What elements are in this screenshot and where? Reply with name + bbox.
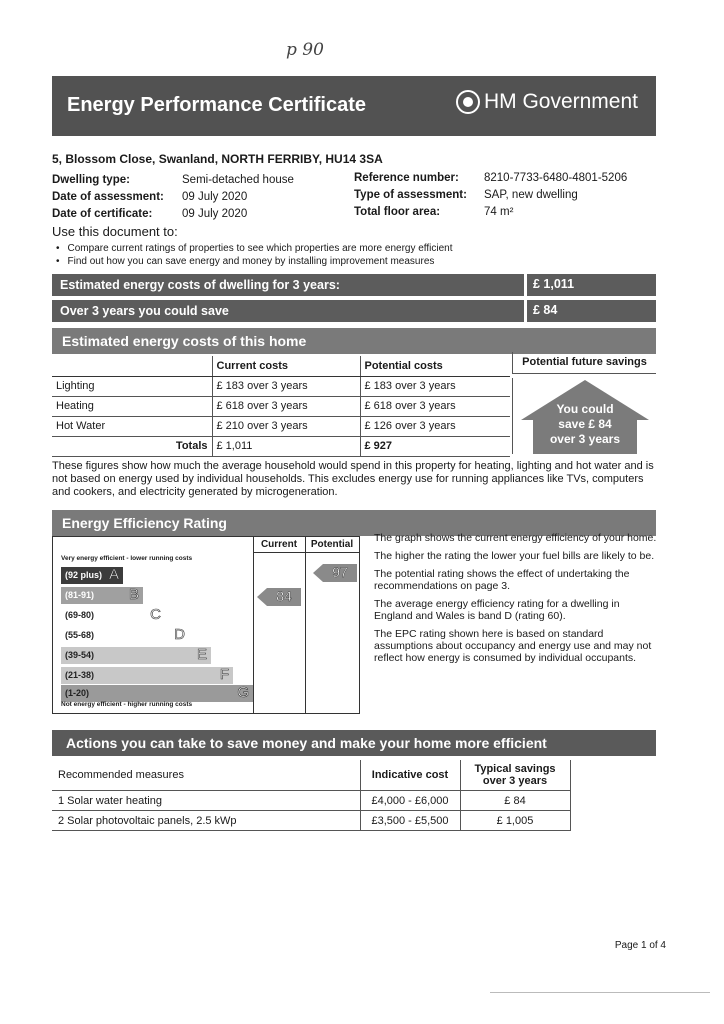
band-f	[61, 667, 233, 684]
table-row	[52, 811, 570, 831]
band-range: (21-38)	[65, 670, 95, 680]
rating-paragraph: The average energy efficiency rating for a dwelling in England and Wales is band D (rating 60).	[374, 598, 620, 622]
band-e	[61, 647, 211, 664]
table-row	[52, 376, 510, 396]
band-letter: F	[219, 666, 229, 683]
total-current: £ 1,011	[212, 436, 360, 456]
cost-item: Lighting	[52, 376, 212, 396]
potential-cost: £ 126 over 3 years	[360, 416, 510, 436]
band-g	[61, 685, 253, 702]
potential-header: Potential	[310, 539, 354, 550]
column-header: Indicative cost	[360, 760, 460, 791]
detail-label: Type of assessment:	[354, 189, 467, 201]
column-header	[52, 356, 212, 376]
table-header-row	[52, 760, 570, 791]
table-row	[52, 416, 510, 436]
table-row	[52, 791, 570, 811]
band-range: (1-20)	[65, 688, 90, 698]
summary-value: £ 84	[524, 300, 656, 322]
totals-row	[52, 436, 510, 456]
header-divider	[253, 552, 359, 553]
costs-table	[52, 356, 510, 457]
savings-line: save £ 84	[558, 417, 612, 431]
current-column	[253, 537, 305, 713]
costs-section-title: Estimated energy costs of this home	[52, 328, 656, 354]
savings-line: You could	[556, 402, 614, 416]
current-cost: £ 210 over 3 years	[212, 416, 360, 436]
detail-label: Date of assessment:	[52, 191, 164, 203]
details-right	[354, 170, 627, 221]
page-number: Page 1 of 4	[614, 940, 666, 951]
column-header: Current costs	[212, 356, 360, 376]
band-d	[61, 627, 189, 644]
band-letter: A	[108, 566, 119, 583]
property-address: 5, Blossom Close, Swanland, NORTH FERRIBY, HU14 3SA	[52, 152, 383, 166]
footer-divider	[490, 992, 710, 993]
detail-value: 09 July 2020	[182, 191, 248, 203]
efficiency-rating-chart	[52, 536, 360, 714]
measure-saving: £ 84	[460, 791, 570, 811]
potential-cost: £ 618 over 3 years	[360, 396, 510, 416]
detail-row	[354, 170, 627, 187]
measure-saving: £ 1,005	[460, 811, 570, 831]
potential-rating-indicator	[313, 564, 357, 582]
band-letter: D	[174, 626, 185, 643]
detail-label: Dwelling type:	[52, 174, 130, 186]
totals-label: Totals	[52, 436, 212, 456]
detail-row	[354, 204, 627, 221]
measure-name: 2 Solar photovoltaic panels, 2.5 kWp	[52, 811, 360, 831]
bullet-item: • Compare current ratings of properties to see which properties are more energy efficient	[56, 242, 453, 255]
band-range: (81-91)	[65, 590, 95, 600]
actions-table	[52, 760, 571, 831]
certificate-header	[52, 76, 656, 136]
detail-value: Semi-detached house	[182, 174, 294, 186]
band-range: (92 plus)	[65, 570, 103, 580]
rating-paragraph: The potential rating shows the effect of undertaking the recommendations on page 3.	[374, 568, 630, 592]
cost-item: Heating	[52, 396, 212, 416]
current-cost: £ 183 over 3 years	[212, 376, 360, 396]
rating-paragraph: The higher the rating the lower your fuel bills are likely to be.	[374, 550, 655, 562]
band-range: (39-54)	[65, 650, 95, 660]
table-header-row	[52, 356, 510, 376]
future-savings-header: Potential future savings	[512, 352, 656, 374]
indicator-arrow	[257, 588, 267, 606]
table-row	[52, 396, 510, 416]
band-range: (69-80)	[65, 610, 95, 620]
band-a	[61, 567, 123, 584]
rating-paragraph: The EPC rating shown here is based on standard assumptions about occupancy and energy use and may not reflect how energy is consumed by individual occupants.	[374, 628, 652, 664]
band-c	[61, 607, 165, 624]
potential-cost: £ 183 over 3 years	[360, 376, 510, 396]
cost-item: Hot Water	[52, 416, 212, 436]
band-range: (55-68)	[65, 630, 95, 640]
summary-savings-bar	[52, 300, 656, 322]
detail-label: Total floor area:	[354, 206, 441, 218]
measure-cost: £3,500 - £5,500	[360, 811, 460, 831]
current-cost: £ 618 over 3 years	[212, 396, 360, 416]
costs-note: These figures show how much the average household would spend in this property for heating, lighting and hot water and is not based on energy used by individual households. This excludes energy use for running appliances like TVs, computers and cookers, and electricity generated by microgeneration.	[52, 460, 654, 498]
detail-value: 8210-7733-6480-4801-5206	[484, 172, 628, 184]
top-scale-label: Very energy efficient - lower running costs	[61, 555, 193, 562]
savings-arrow	[512, 378, 656, 454]
detail-row	[52, 189, 294, 206]
detail-row	[354, 187, 627, 204]
band-letter: G	[237, 684, 249, 701]
total-potential: £ 927	[360, 436, 510, 456]
certificate-title: Energy Performance Certificate	[67, 94, 367, 116]
government-label: HM Government	[483, 90, 638, 113]
detail-value: 09 July 2020	[182, 208, 248, 220]
crest-icon	[456, 90, 480, 114]
indicator-arrow	[313, 564, 323, 582]
band-letter: E	[196, 646, 207, 663]
details-left	[52, 172, 294, 223]
current-header: Current	[260, 539, 298, 550]
government-brand	[456, 90, 638, 114]
summary-value: £ 1,011	[524, 274, 656, 296]
detail-row	[52, 206, 294, 223]
savings-arrow-text	[513, 402, 657, 447]
band-b	[61, 587, 143, 604]
savings-line: over 3 years	[549, 432, 621, 446]
band-letter: C	[150, 606, 161, 623]
bottom-scale-label: Not energy efficient - higher running costs	[61, 701, 193, 708]
use-document-title: Use this document to:	[52, 224, 178, 239]
measure-cost: £4,000 - £6,000	[360, 791, 460, 811]
potential-rating-value: 97	[323, 564, 357, 582]
summary-label: Over 3 years you could save	[60, 304, 229, 318]
column-header: Typical savings over 3 years	[460, 760, 570, 791]
detail-row	[52, 172, 294, 189]
rating-explanation	[374, 532, 660, 670]
summary-label: Estimated energy costs of dwelling for 3 years:	[60, 278, 340, 292]
detail-label: Reference number:	[354, 172, 459, 184]
bullet-item: • Find out how you can save energy and money by installing improvement measures	[56, 255, 453, 268]
rating-section-title: Energy Efficiency Rating	[52, 510, 656, 536]
actions-section-title: Actions you can take to save money and make your home more efficient	[52, 730, 656, 756]
column-header: Recommended measures	[52, 760, 360, 791]
detail-value: SAP, new dwelling	[484, 189, 578, 201]
column-header: Potential costs	[360, 356, 510, 376]
summary-cost-bar	[52, 274, 656, 296]
detail-value: 74 m²	[484, 206, 514, 218]
band-letter: B	[128, 586, 139, 603]
handwritten-page-note: p 90	[286, 40, 324, 60]
detail-label: Date of certificate:	[52, 208, 153, 220]
measure-name: 1 Solar water heating	[52, 791, 360, 811]
use-bullets	[56, 242, 453, 268]
current-rating-indicator	[257, 588, 301, 606]
current-rating-value: 84	[267, 588, 301, 606]
rating-paragraph: The graph shows the current energy efficiency of your home.	[374, 532, 657, 544]
